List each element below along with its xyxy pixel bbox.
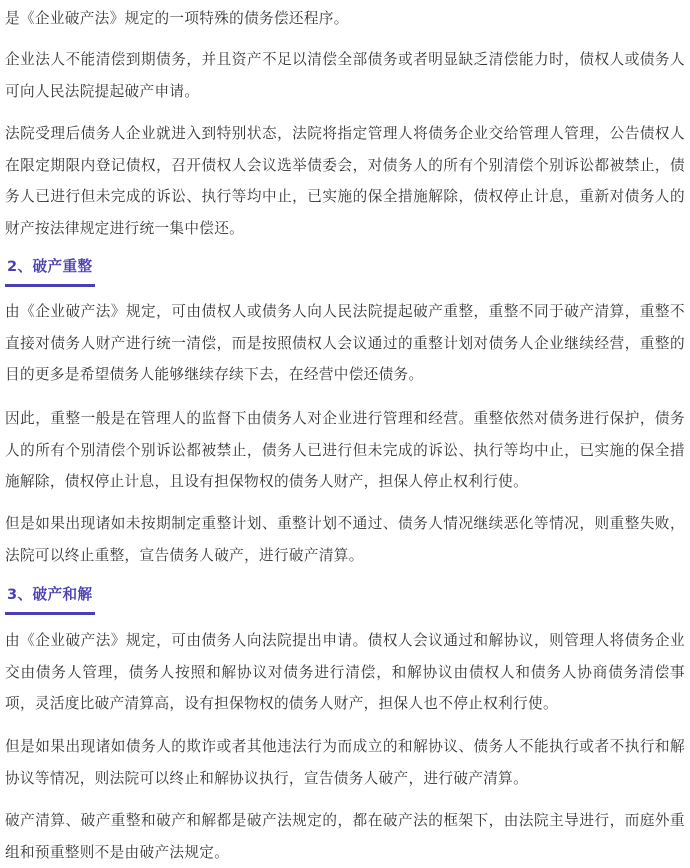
paragraph-reorganization-management: 因此，重整一般是在管理人的监督下由债务人对企业进行管理和经营。重整依然对债务进行保护，债务人的所有个别清偿个别诉讼都被禁止，债务人已进行但未完成的诉讼、执行等均中止，已实施的保全措施解除，债权停止计息，且设有担保物权的债务人财产，担保人停止权利行使。 xyxy=(5,410,685,490)
section-heading-reorganization: 2、破产重整 xyxy=(5,256,95,287)
paragraph-reorganization-definition: 由《企业破产法》规定，可由债权人或债务人向人民法院提起破产重整，重整不同于破产清算，重整不直接对债务人财产进行统一清偿，而是按照债权人会议通过的重整计划对债务人企业继续经营，重整的目的更多是希望债务人能够继续存续下去，在经营中偿还债务。 xyxy=(5,303,685,383)
paragraph-court-acceptance: 法院受理后债务人企业就进入到特别状态，法院将指定管理人将债务企业交给管理人管理，公告债权人在限定期限内登记债权，召开债权人会议选举债委会，对债务人的所有个别清偿个别诉讼都被禁止，债务人已进行但未完成的诉讼、执行等均中止，已实施的保全措施解除，债权停止计息，重新对债务人的财产按法律规定进行统一集中偿还。 xyxy=(5,125,685,237)
section-heading-settlement-wrap xyxy=(5,584,95,615)
paragraph-settlement-definition: 由《企业破产法》规定，可由债务人向法院提出申请。债权人会议通过和解协议，则管理人将债务企业交由债务人管理，债务人按照和解协议对债务进行清偿，和解协议由债权人和债务人协商债务清偿事项，灵活度比破产清算高，设有担保物权的债务人财产，担保人也不停止权利行使。 xyxy=(5,632,685,712)
paragraph-settlement-termination: 但是如果出现诸如债务人的欺诈或者其他违法行为而成立的和解协议、债务人不能执行或者不执行和解协议等情况，则法院可以终止和解协议执行，宣告债务人破产，进行破产清算。 xyxy=(5,738,685,787)
section-heading-reorganization-wrap xyxy=(5,256,95,287)
paragraph-intro-tail: 是《企业破产法》规定的一项特殊的债务偿还程序。 xyxy=(5,10,349,27)
paragraph-reorganization-failure: 但是如果出现诸如未按期制定重整计划、重整计划不通过、债务人情况继续恶化等情况，则重整失败，法院可以终止重整，宣告债务人破产，进行破产清算。 xyxy=(5,515,685,564)
paragraph-bankruptcy-application: 企业法人不能清偿到期债务，并且资产不足以清偿全部债务或者明显缺乏清偿能力时，债权人或债务人可向人民法院提起破产申请。 xyxy=(5,51,685,100)
section-heading-settlement: 3、破产和解 xyxy=(5,584,95,615)
paragraph-summary: 破产清算、破产重整和破产和解都是破产法规定的，都在破产法的框架下，由法院主导进行，而庭外重组和预重整则不是由破产法规定。 xyxy=(5,812,685,861)
